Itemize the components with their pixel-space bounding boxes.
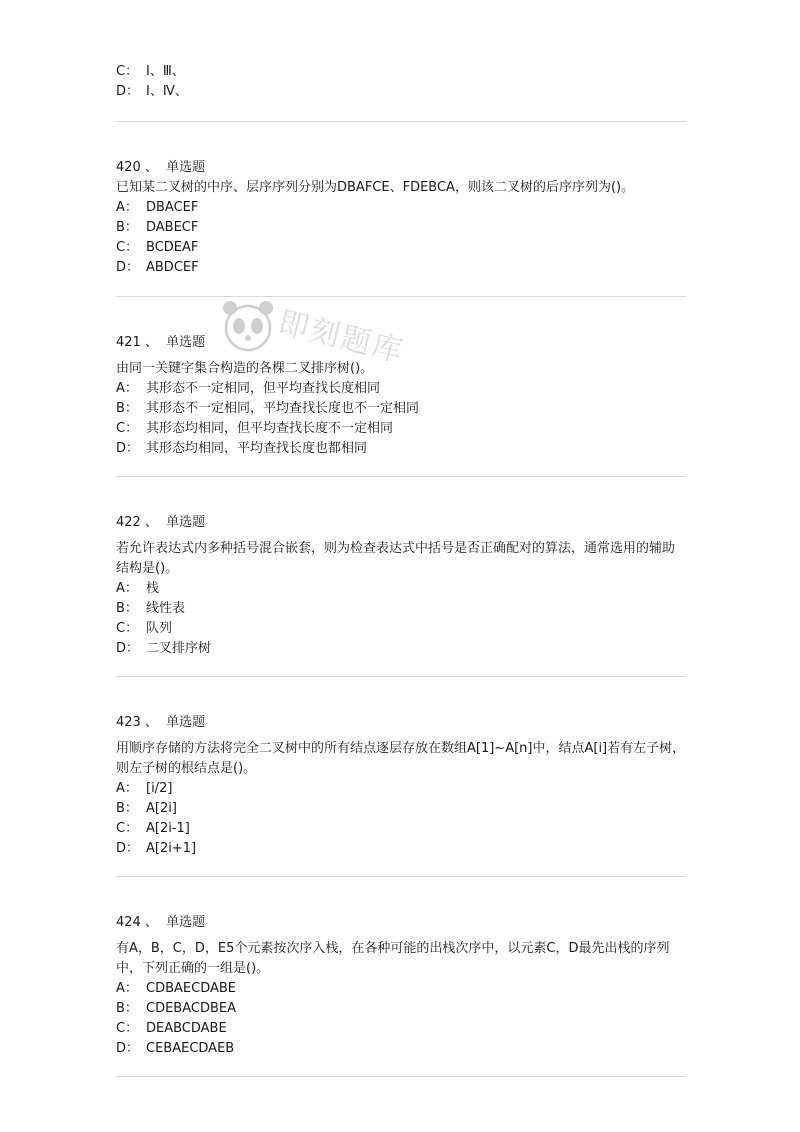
question-number: 424 、 [116, 915, 158, 930]
option-text: A[2i] [146, 801, 177, 816]
question-stem: 有A，B，C，D，E5个元素按次序入栈，在各种可能的出栈次序中，以元素C，D最先出栈的序列中，下列正确的一组是()。 [116, 941, 670, 976]
option-row [116, 379, 686, 399]
option-letter: C： [116, 64, 139, 79]
option-row [116, 1019, 686, 1039]
option-row [116, 579, 686, 599]
option-letter: A： [116, 981, 138, 996]
option-text: 线性表 [146, 601, 186, 616]
question-stem: 由同一关键字集合构造的各棵二叉排序树()。 [116, 361, 374, 376]
question-type: 单选题 [166, 715, 206, 730]
option-row [116, 1039, 686, 1059]
question-header [116, 913, 686, 933]
divider [116, 876, 686, 877]
option-text: CDBAECDABE [146, 981, 236, 996]
option-text: 队列 [146, 621, 173, 636]
option-letter: B： [116, 401, 138, 416]
watermark-text: 即刻题库 [274, 304, 408, 370]
question-stem: 用顺序存储的方法将完全二叉树中的所有结点逐层存放在数组A[1]~A[n]中，结点A[i]若有左子树，则左子树的根结点是()。 [116, 741, 686, 776]
option-letter: D： [116, 441, 140, 456]
option-letter: C： [116, 821, 139, 836]
option-row [116, 639, 686, 659]
option-row [116, 218, 686, 238]
question-block [116, 913, 686, 1059]
divider [116, 476, 686, 477]
option-text: A[2i-1] [146, 821, 190, 836]
question-number: 423 、 [116, 715, 158, 730]
option-row [116, 62, 188, 82]
option-letter: B： [116, 220, 138, 235]
option-letter: D： [116, 84, 140, 99]
option-row [116, 779, 686, 799]
option-text: 栈 [146, 581, 160, 596]
option-row [116, 198, 686, 218]
option-row [116, 799, 686, 819]
option-letter: C： [116, 621, 139, 636]
option-text: DEABCDABE [146, 1021, 227, 1036]
question-number: 422 、 [116, 515, 158, 530]
option-text: Ⅰ、Ⅳ、 [146, 84, 188, 99]
option-text: 其形态不一定相同，平均查找长度也不一定相同 [146, 401, 420, 416]
option-letter: C： [116, 421, 139, 436]
divider [116, 1076, 686, 1077]
option-row [116, 999, 686, 1019]
option-letter: A： [116, 200, 138, 215]
option-letter: D： [116, 641, 140, 656]
option-text: [i/2] [146, 781, 173, 796]
question-header [116, 158, 686, 178]
option-row [116, 238, 686, 258]
option-letter: A： [116, 381, 138, 396]
divider [116, 296, 686, 297]
option-text: CEBAECDAEB [146, 1041, 235, 1056]
option-letter: D： [116, 841, 140, 856]
option-letter: C： [116, 240, 139, 255]
option-letter: D： [116, 260, 140, 275]
question-type: 单选题 [166, 160, 206, 175]
question-stem: 已知某二叉树的中序、层序序列分别为DBAFCE、FDEBCA，则该二叉树的后序序列为()。 [116, 180, 635, 195]
question-block [116, 713, 686, 859]
question-type: 单选题 [166, 335, 206, 350]
question-type: 单选题 [166, 915, 206, 930]
option-text: 二叉排序树 [146, 641, 212, 656]
option-row [116, 979, 686, 999]
option-row [116, 619, 686, 639]
option-row [116, 819, 686, 839]
option-row [116, 399, 686, 419]
divider [116, 676, 686, 677]
option-letter: C： [116, 1021, 139, 1036]
option-text: A[2i+1] [146, 841, 197, 856]
option-letter: B： [116, 1001, 138, 1016]
option-letter: D： [116, 1041, 140, 1056]
option-text: DABECF [146, 220, 199, 235]
option-text: ABDCEF [146, 260, 199, 275]
divider [116, 121, 686, 122]
question-type: 单选题 [166, 515, 206, 530]
question-number: 420 、 [116, 160, 158, 175]
option-row [116, 439, 686, 459]
option-row [116, 419, 686, 439]
question-block [116, 513, 686, 659]
option-row [116, 82, 188, 102]
question-number: 421 、 [116, 335, 158, 350]
option-text: Ⅰ、Ⅲ、 [146, 64, 185, 79]
question-header [116, 333, 686, 353]
question-block [116, 333, 686, 459]
prev-question-options [116, 62, 188, 102]
option-letter: B： [116, 801, 138, 816]
option-text: 其形态不一定相同，但平均查找长度相同 [146, 381, 381, 396]
option-letter: A： [116, 781, 138, 796]
option-text: DBACEF [146, 200, 199, 215]
option-letter: B： [116, 601, 138, 616]
question-header [116, 513, 686, 533]
option-row [116, 839, 686, 859]
option-row [116, 258, 686, 278]
option-row [116, 599, 686, 619]
option-text: CDEBACDBEA [146, 1001, 236, 1016]
question-block [116, 158, 686, 278]
option-text: BCDEAF [146, 240, 199, 255]
option-text: 其形态均相同，平均查找长度也都相同 [146, 441, 368, 456]
question-stem: 若允许表达式内多种括号混合嵌套，则为检查表达式中括号是否正确配对的算法，通常选用的辅助结构是()。 [116, 541, 676, 576]
option-letter: A： [116, 581, 138, 596]
question-header [116, 713, 686, 733]
option-text: 其形态均相同，但平均查找长度不一定相同 [146, 421, 394, 436]
